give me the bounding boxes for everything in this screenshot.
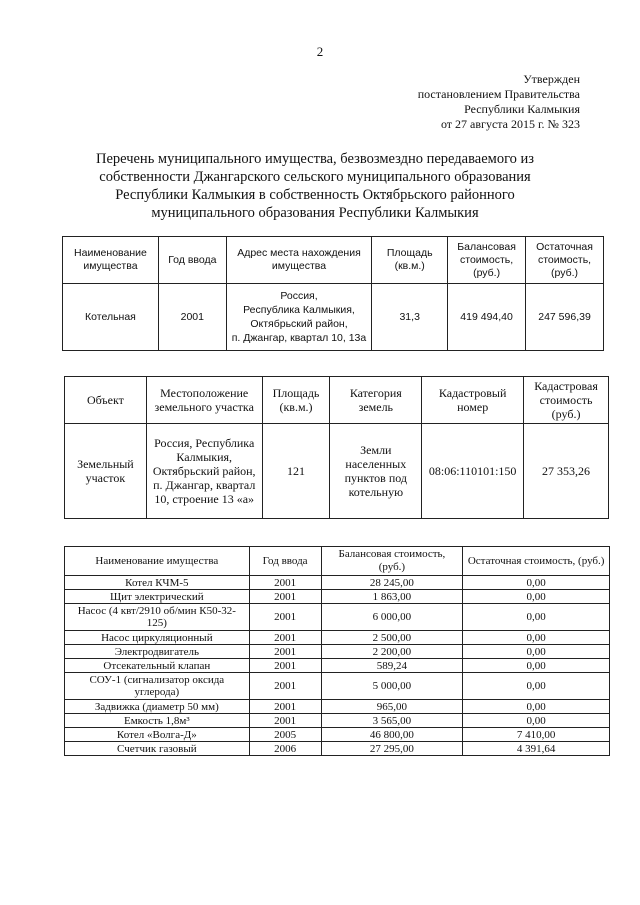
header-cell: Балансовая стоимость, (руб.) bbox=[321, 547, 463, 576]
equipment-name: Счетчик газовый bbox=[65, 742, 250, 756]
residual-cell: 0,00 bbox=[463, 576, 610, 590]
year-cell: 2001 bbox=[249, 714, 321, 728]
balance-cell: 1 863,00 bbox=[321, 590, 463, 604]
year-cell: 2001 bbox=[249, 659, 321, 673]
table-row bbox=[65, 576, 610, 590]
equipment-name: Насос циркуляционный bbox=[65, 631, 250, 645]
year-cell: 2001 bbox=[249, 604, 321, 631]
year-cell: 2006 bbox=[249, 742, 321, 756]
table-row bbox=[65, 590, 610, 604]
balance-value: 419 494,40 bbox=[448, 284, 526, 351]
header-cell: Остаточная стоимость, (руб.) bbox=[463, 547, 610, 576]
header-cell: Местоположение земельного участка bbox=[146, 377, 262, 424]
header-cell: Наименование имущества bbox=[63, 237, 159, 284]
title-line: собственности Джангарского сельского муниципального образования bbox=[99, 169, 531, 185]
equipment-name: Электродвигатель bbox=[65, 645, 250, 659]
header-cell: Объект bbox=[65, 377, 147, 424]
area-value: 31,3 bbox=[372, 284, 448, 351]
approval-line: Республики Калмыкия bbox=[464, 102, 580, 116]
residual-cell: 0,00 bbox=[463, 659, 610, 673]
equipment-name: Задвижка (диаметр 50 мм) bbox=[65, 700, 250, 714]
approval-line: постановлением Правительства bbox=[417, 87, 580, 101]
year-cell: 2001 bbox=[249, 700, 321, 714]
header-cell: Остаточная стоимость, (руб.) bbox=[526, 237, 604, 284]
residual-cell: 0,00 bbox=[463, 590, 610, 604]
balance-cell: 5 000,00 bbox=[321, 673, 463, 700]
table-row bbox=[65, 645, 610, 659]
balance-cell: 589,24 bbox=[321, 659, 463, 673]
header-cell: Год ввода bbox=[249, 547, 321, 576]
balance-cell: 965,00 bbox=[321, 700, 463, 714]
table-row bbox=[65, 424, 609, 519]
table-row bbox=[65, 714, 610, 728]
residual-cell: 0,00 bbox=[463, 673, 610, 700]
page-number: 2 bbox=[316, 44, 324, 59]
property-table bbox=[62, 236, 604, 351]
year-cell: 2001 bbox=[249, 673, 321, 700]
land-table bbox=[64, 376, 609, 519]
table-header-row bbox=[63, 237, 604, 284]
header-cell: Балансовая стоимость, (руб.) bbox=[448, 237, 526, 284]
balance-cell: 3 565,00 bbox=[321, 714, 463, 728]
table-row bbox=[63, 284, 604, 351]
balance-cell: 2 500,00 bbox=[321, 631, 463, 645]
address-line: Октябрьский район, bbox=[250, 318, 348, 330]
table-row bbox=[65, 604, 610, 631]
residual-cell: 0,00 bbox=[463, 604, 610, 631]
year-cell: 2005 bbox=[249, 728, 321, 742]
table-row bbox=[65, 700, 610, 714]
balance-cell: 2 200,00 bbox=[321, 645, 463, 659]
residual-cell: 7 410,00 bbox=[463, 728, 610, 742]
residual-cell: 0,00 bbox=[463, 631, 610, 645]
approval-line: Утвержден bbox=[523, 72, 580, 86]
residual-cell: 0,00 bbox=[463, 700, 610, 714]
table-header-row bbox=[65, 377, 609, 424]
address-line: Республика Калмыкия, bbox=[243, 304, 355, 316]
area-value: 121 bbox=[262, 424, 330, 519]
plot-location: Россия, Республика Калмыкия, Октябрьский район, п. Джангар, квартал 10, строение 13 «а» bbox=[146, 424, 262, 519]
year-cell: 2001 bbox=[249, 590, 321, 604]
equipment-name: Котел КЧМ-5 bbox=[65, 576, 250, 590]
balance-cell: 6 000,00 bbox=[321, 604, 463, 631]
cadastral-number: 08:06:110101:150 bbox=[422, 424, 524, 519]
table-header-row bbox=[65, 547, 610, 576]
title-line: Перечень муниципального имущества, безвозмездно передаваемого из bbox=[95, 151, 535, 167]
equipment-name: Насос (4 квт/2910 об/мин К50-32-125) bbox=[65, 604, 250, 631]
header-cell: Адрес места нахождения имущества bbox=[226, 237, 372, 284]
title-line: Республики Калмыкия в собственность Октябрьского районного bbox=[115, 187, 515, 203]
residual-cell: 0,00 bbox=[463, 714, 610, 728]
cadastral-value: 27 353,26 bbox=[524, 424, 609, 519]
table-row bbox=[65, 673, 610, 700]
header-cell: Площадь (кв.м.) bbox=[262, 377, 330, 424]
header-cell: Площадь (кв.м.) bbox=[372, 237, 448, 284]
header-cell: Кадастровая стоимость (руб.) bbox=[524, 377, 609, 424]
residual-cell: 4 391,64 bbox=[463, 742, 610, 756]
residual-value: 247 596,39 bbox=[526, 284, 604, 351]
equipment-name: Щит электрический bbox=[65, 590, 250, 604]
approval-line: от 27 августа 2015 г. № 323 bbox=[440, 117, 580, 131]
equipment-name: Котел «Волга-Д» bbox=[65, 728, 250, 742]
object-name: Земельный участок bbox=[65, 424, 147, 519]
property-name: Котельная bbox=[63, 284, 159, 351]
table-row bbox=[65, 631, 610, 645]
balance-cell: 28 245,00 bbox=[321, 576, 463, 590]
header-cell: Кадастровый номер bbox=[422, 377, 524, 424]
equipment-name: Отсекательный клапан bbox=[65, 659, 250, 673]
land-category: Земли населенных пунктов под котельную bbox=[330, 424, 422, 519]
table-row bbox=[65, 728, 610, 742]
header-cell: Год ввода bbox=[158, 237, 226, 284]
equipment-name: СОУ-1 (сигнализатор оксида углерода) bbox=[65, 673, 250, 700]
equipment-table bbox=[64, 546, 610, 756]
table-row bbox=[65, 659, 610, 673]
year-cell: 2001 bbox=[249, 645, 321, 659]
commissioning-year: 2001 bbox=[158, 284, 226, 351]
header-cell: Категория земель bbox=[330, 377, 422, 424]
address-line: Россия, bbox=[280, 290, 318, 302]
balance-cell: 27 295,00 bbox=[321, 742, 463, 756]
address-line: п. Джангар, квартал 10, 13а bbox=[231, 332, 367, 344]
table-row bbox=[65, 742, 610, 756]
property-address bbox=[226, 284, 372, 351]
title-line: муниципального образования Республики Калмыкия bbox=[151, 205, 479, 221]
balance-cell: 46 800,00 bbox=[321, 728, 463, 742]
residual-cell: 0,00 bbox=[463, 645, 610, 659]
header-cell: Наименование имущества bbox=[65, 547, 250, 576]
document-title bbox=[80, 150, 550, 222]
equipment-name: Емкость 1,8м³ bbox=[65, 714, 250, 728]
year-cell: 2001 bbox=[249, 631, 321, 645]
approval-block bbox=[418, 72, 580, 132]
year-cell: 2001 bbox=[249, 576, 321, 590]
